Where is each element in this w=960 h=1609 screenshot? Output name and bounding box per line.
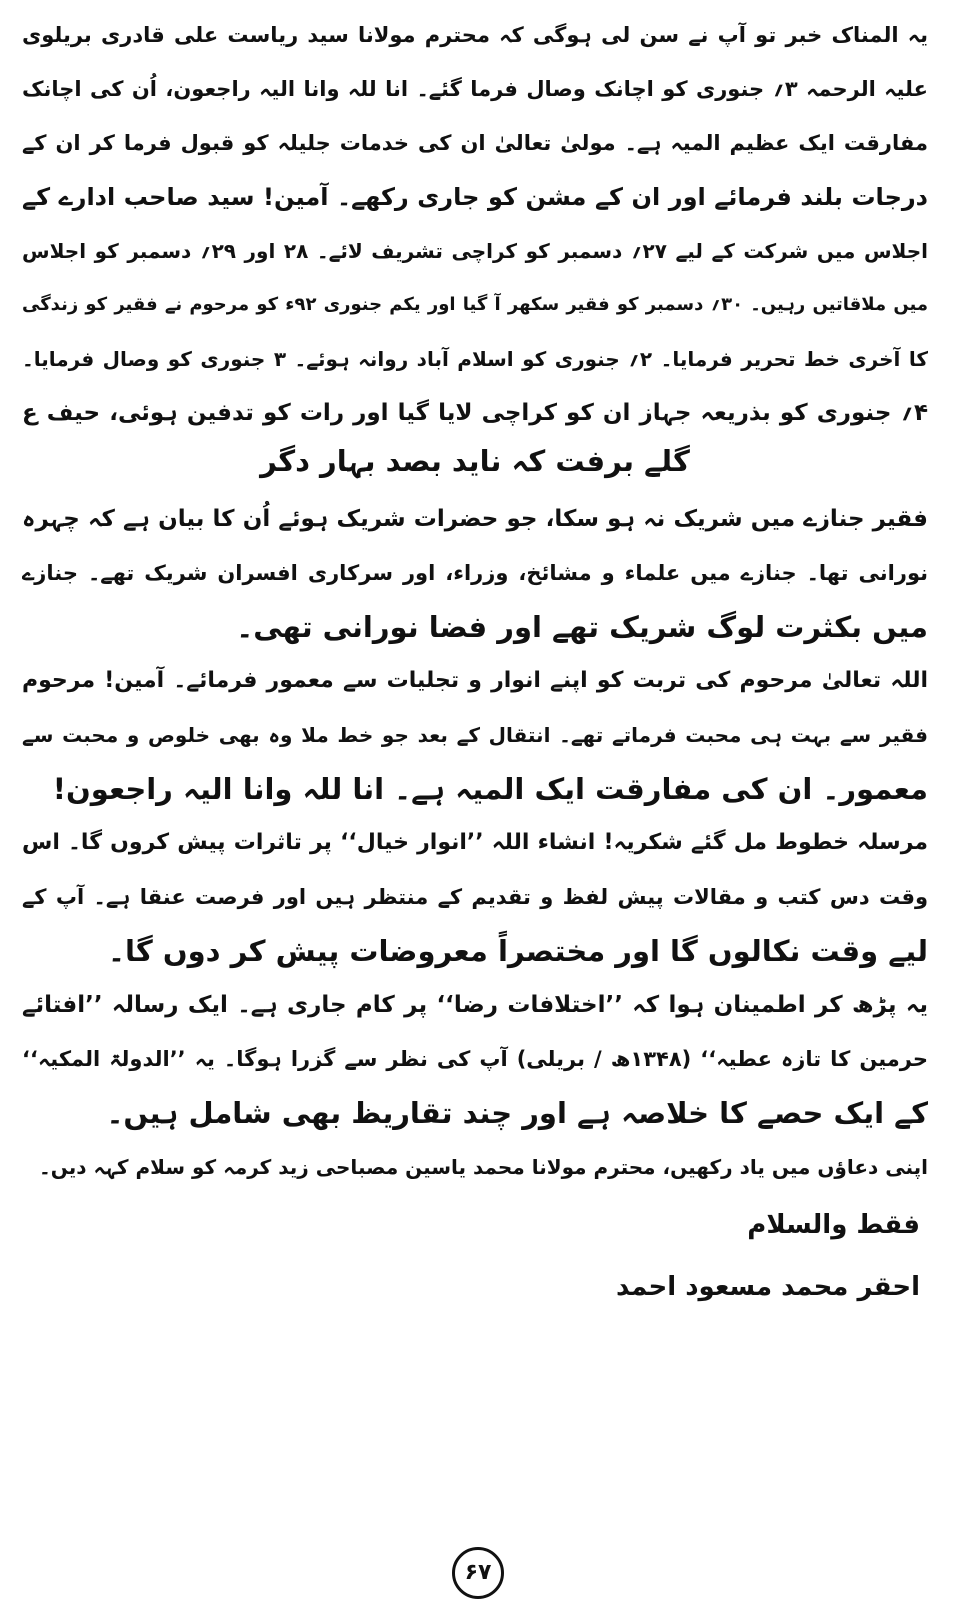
text-line: علیہ الرحمہ ۳؍ جنوری کو اچانک وصال فرما گئے۔ انا للہ وانا الیہ راجعون، اُن کی اچانک (22, 77, 928, 101)
text-line: اپنی دعاؤں میں یاد رکھیں، محترم مولانا محمد یاسین مصباحی زید کرمہ کو سلام کہہ دیں۔ (39, 1155, 928, 1179)
text-line: کا آخری خط تحریر فرمایا۔ ۲؍ جنوری کو اسلام آباد روانہ ہوئے۔ ۳ جنوری کو وصال فرمایا۔ (22, 347, 928, 371)
text-line: معمور۔ ان کی مفارقت ایک المیہ ہے۔ انا للہ وانا الیہ راجعون! (52, 772, 928, 806)
text-line: کے ایک حصے کا خلاصہ ہے اور چند تقاریظ بھی شامل ہیں۔ (106, 1096, 928, 1130)
text-line: درجات بلند فرمائے اور ان کے مشن کو جاری رکھے۔ آمین! سید صاحب ادارے کے (22, 183, 928, 211)
closing: فقط والسلام (747, 1210, 920, 1240)
text-line: فقیر جنازے میں شریک نہ ہو سکا، جو حضرات شریک ہوئے اُن کا بیان ہے کہ چہرہ (22, 506, 928, 532)
verse-line: گلے برفت کہ ناید بصد بہار دگر (260, 444, 690, 478)
text-line: مرسلہ خطوط مل گئے شکریہ! انشاء اللہ ’’انوار خیال‘‘ پر تاثرات پیش کروں گا۔ اس (22, 830, 928, 855)
text-line: فقیر سے بہت ہی محبت فرماتے تھے۔ انتقال کے بعد جو خط ملا وہ بھی خلوص و محبت سے (22, 723, 928, 747)
text-line: لیے وقت نکالوں گا اور مختصراً معروضات پیش کر دوں گا۔ (107, 934, 928, 968)
text-line: ۴؍ جنوری کو بذریعہ جہاز ان کو کراچی لایا گیا اور رات کو تدفین ہوئی، حیف ع (22, 400, 928, 426)
text-line: یہ پڑھ کر اطمینان ہوا کہ ’’اختلافات رضا‘‘ پر کام جاری ہے۔ ایک رسالہ ’’افتائے (22, 992, 928, 1018)
text-line: یہ المناک خبر تو آپ نے سن لی ہوگی کہ محترم مولانا سید ریاست علی قادری بریلوی (22, 23, 928, 47)
signature: احقر محمد مسعود احمد (616, 1272, 920, 1302)
text-line: حرمین کا تازہ عطیہ‘‘ (۱۳۴۸ھ / بریلی) آپ کی نظر سے گزرا ہوگا۔ یہ ’’الدولۃ المکیہ‘‘ (22, 1047, 928, 1071)
text-line: وقت دس کتب و مقالات پیش لفظ و تقدیم کے منتظر ہیں اور فرصت عنقا ہے۔ آپ کے (22, 885, 928, 909)
text-line: اللہ تعالیٰ مرحوم کی تربت کو اپنے انوار و تجلیات سے معمور فرمائے۔ آمین! مرحوم (22, 668, 928, 693)
text-line: میں ملاقاتیں رہیں۔ ۳۰؍ دسمبر کو فقیر سکھر آ گیا اور یکم جنوری ۹۲ء کو مرحوم نے فقیر کو زندگی (22, 294, 928, 315)
text-line: اجلاس میں شرکت کے لیے ۲۷؍ دسمبر کو کراچی تشریف لائے۔ ۲۸ اور ۲۹؍ دسمبر کو اجلاس (22, 239, 928, 263)
page-number: ۶۷ (452, 1547, 504, 1599)
text-line: نورانی تھا۔ جنازے میں علماء و مشائخ، وزراء، اور سرکاری افسران شریک تھے۔ جنازے (22, 561, 928, 585)
text-line: مفارقت ایک عظیم المیہ ہے۔ مولیٰ تعالیٰ ان کی خدمات جلیلہ کو قبول فرما کر ان کے (22, 131, 928, 155)
text-line: میں بکثرت لوگ شریک تھے اور فضا نورانی تھی۔ (236, 610, 928, 644)
